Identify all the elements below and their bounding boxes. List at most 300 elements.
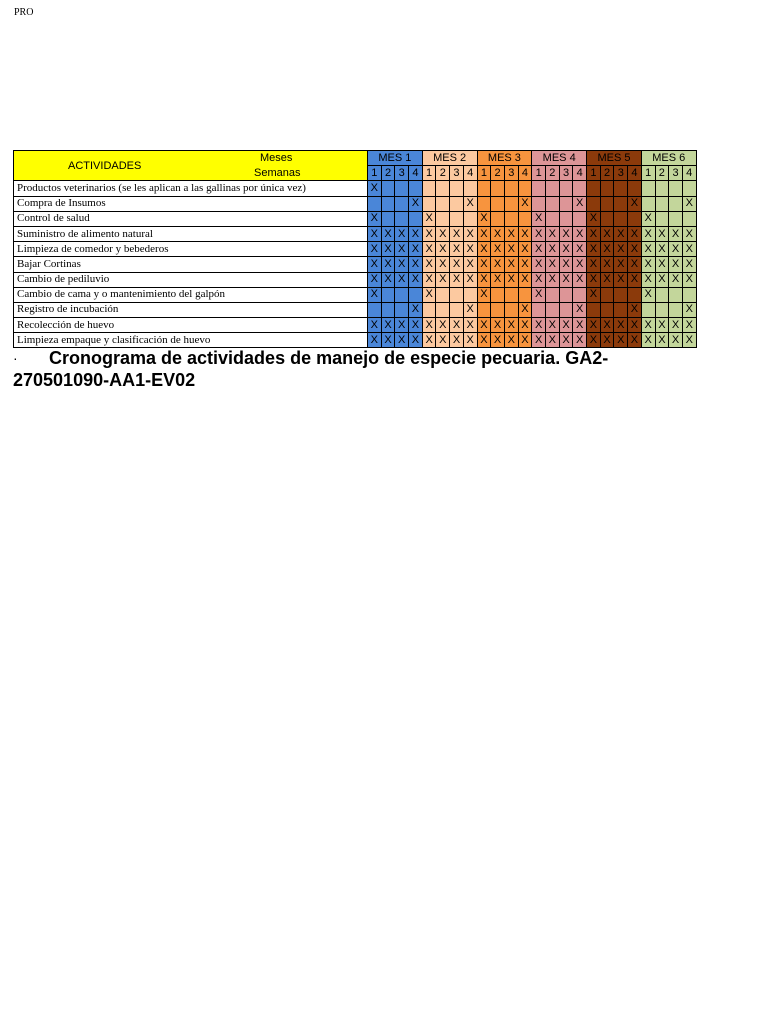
schedule-mark: X [630, 318, 639, 331]
schedule-mark: X [630, 242, 639, 255]
schedule-cell [463, 272, 477, 287]
schedule-cell [409, 272, 423, 287]
schedule-mark: X [534, 242, 543, 255]
schedule-cell [545, 242, 559, 257]
schedule-cell [422, 257, 436, 272]
schedule-cell [409, 181, 423, 196]
schedule-cell [518, 257, 532, 272]
schedule-mark: X [603, 257, 611, 270]
schedule-cell [422, 318, 436, 333]
schedule-cell [450, 181, 464, 196]
schedule-cell [436, 333, 450, 348]
schedule-cell [682, 226, 696, 241]
schedule-cell [409, 302, 423, 317]
weeks-label: Semanas [254, 166, 301, 179]
schedule-cell [614, 333, 628, 348]
schedule-mark: X [480, 333, 488, 346]
schedule-cell [614, 226, 628, 241]
schedule-cell [587, 242, 601, 257]
schedule-mark: X [576, 257, 584, 270]
schedule-cell [422, 211, 436, 226]
schedule-mark: X [398, 273, 406, 286]
schedule-mark: X [370, 318, 379, 331]
schedule-cell [450, 287, 464, 302]
schedule-mark: X [617, 257, 625, 270]
schedule-mark: X [685, 333, 693, 346]
schedule-mark: X [644, 227, 652, 240]
schedule-cell [628, 196, 642, 211]
schedule-cell [395, 242, 409, 257]
schedule-cell [463, 181, 477, 196]
schedule-cell [545, 181, 559, 196]
schedule-mark: X [534, 257, 543, 270]
activity-schedule-table [13, 150, 697, 348]
week-header-4-1: 1 [532, 166, 546, 181]
week-header-2-4: 4 [463, 166, 477, 181]
activity-name: Suministro de alimento natural [14, 226, 368, 241]
schedule-cell [655, 242, 669, 257]
schedule-cell [600, 333, 614, 348]
schedule-mark: X [671, 227, 680, 240]
schedule-mark: X [493, 242, 502, 255]
schedule-cell [491, 272, 505, 287]
schedule-mark: X [370, 181, 379, 194]
schedule-mark: X [452, 242, 461, 255]
activity-name: Cambio de cama y o mantenimiento del galpón [14, 287, 368, 302]
schedule-cell [450, 211, 464, 226]
schedule-cell [532, 287, 546, 302]
schedule-cell [614, 287, 628, 302]
schedule-cell [600, 226, 614, 241]
schedule-mark: X [685, 227, 693, 240]
schedule-mark: X [603, 227, 611, 240]
schedule-cell [436, 287, 450, 302]
activity-name: Limpieza empaque y clasificación de huevo [14, 333, 368, 348]
schedule-cell [450, 302, 464, 317]
schedule-cell [682, 257, 696, 272]
schedule-cell [573, 302, 587, 317]
schedule-mark: X [589, 212, 598, 225]
schedule-mark: X [507, 257, 515, 270]
schedule-cell [463, 257, 477, 272]
schedule-cell [532, 257, 546, 272]
week-header-3-1: 1 [477, 166, 491, 181]
schedule-cell [641, 302, 655, 317]
schedule-mark: X [630, 227, 639, 240]
schedule-mark: X [589, 288, 598, 301]
week-header-2-3: 3 [450, 166, 464, 181]
schedule-cell [545, 257, 559, 272]
schedule-mark: X [589, 273, 598, 286]
schedule-cell [614, 302, 628, 317]
schedule-mark: X [452, 257, 461, 270]
activity-name: Cambio de pediluvio [14, 272, 368, 287]
schedule-cell [573, 257, 587, 272]
schedule-cell [381, 272, 395, 287]
schedule-mark: X [439, 333, 447, 346]
week-header-3-4: 4 [518, 166, 532, 181]
schedule-mark: X [562, 273, 570, 286]
schedule-cell [682, 242, 696, 257]
schedule-mark: X [576, 242, 584, 255]
schedule-mark: X [548, 242, 556, 255]
week-header-4-3: 3 [559, 166, 573, 181]
schedule-cell [628, 226, 642, 241]
schedule-mark: X [658, 242, 666, 255]
schedule-cell [641, 242, 655, 257]
schedule-cell [614, 272, 628, 287]
schedule-cell [600, 257, 614, 272]
schedule-cell [368, 196, 382, 211]
schedule-cell [450, 196, 464, 211]
schedule-cell [545, 196, 559, 211]
schedule-cell [381, 257, 395, 272]
schedule-cell [682, 272, 696, 287]
schedule-mark: X [644, 318, 652, 331]
schedule-mark: X [521, 303, 529, 316]
schedule-mark: X [576, 303, 584, 316]
schedule-cell [559, 196, 573, 211]
schedule-mark: X [480, 212, 488, 225]
schedule-mark: X [480, 288, 488, 301]
schedule-cell [504, 287, 518, 302]
schedule-cell [504, 302, 518, 317]
schedule-cell [641, 287, 655, 302]
schedule-mark: X [398, 242, 406, 255]
schedule-mark: X [589, 227, 598, 240]
schedule-cell [641, 272, 655, 287]
schedule-mark: X [384, 257, 392, 270]
schedule-cell [532, 333, 546, 348]
caption-bullet: · [13, 350, 18, 366]
schedule-cell [573, 181, 587, 196]
schedule-cell [477, 302, 491, 317]
schedule-cell [587, 333, 601, 348]
week-header-4-4: 4 [573, 166, 587, 181]
schedule-cell [477, 181, 491, 196]
schedule-cell [655, 272, 669, 287]
schedule-cell [628, 257, 642, 272]
schedule-mark: X [562, 242, 570, 255]
schedule-cell [518, 181, 532, 196]
schedule-cell [682, 287, 696, 302]
schedule-cell [491, 181, 505, 196]
schedule-mark: X [658, 318, 666, 331]
week-header-6-4: 4 [682, 166, 696, 181]
schedule-cell [545, 333, 559, 348]
schedule-cell [491, 211, 505, 226]
schedule-cell [669, 257, 683, 272]
week-header-6-3: 3 [669, 166, 683, 181]
schedule-cell [587, 302, 601, 317]
schedule-cell [641, 196, 655, 211]
schedule-cell [628, 318, 642, 333]
schedule-cell [368, 242, 382, 257]
schedule-mark: X [411, 242, 420, 255]
week-header-1-3: 3 [395, 166, 409, 181]
schedule-cell [628, 333, 642, 348]
schedule-mark: X [685, 257, 693, 270]
schedule-mark: X [589, 242, 598, 255]
schedule-cell [395, 257, 409, 272]
table-row [14, 302, 697, 317]
schedule-cell [381, 318, 395, 333]
schedule-cell [518, 287, 532, 302]
schedule-cell [504, 318, 518, 333]
schedule-mark: X [411, 227, 420, 240]
schedule-cell [477, 196, 491, 211]
activity-name: Control de salud [14, 211, 368, 226]
schedule-cell [559, 318, 573, 333]
schedule-cell [628, 211, 642, 226]
schedule-cell [368, 287, 382, 302]
schedule-cell [655, 257, 669, 272]
schedule-mark: X [384, 333, 392, 346]
schedule-cell [655, 287, 669, 302]
schedule-cell [463, 211, 477, 226]
schedule-mark: X [534, 288, 543, 301]
schedule-cell [628, 287, 642, 302]
schedule-mark: X [521, 273, 529, 286]
schedule-mark: X [630, 273, 639, 286]
schedule-cell [682, 181, 696, 196]
schedule-mark: X [521, 318, 529, 331]
schedule-mark: X [685, 197, 693, 210]
week-header-3-2: 2 [491, 166, 505, 181]
schedule-cell [600, 287, 614, 302]
schedule-cell [477, 333, 491, 348]
schedule-mark: X [644, 212, 652, 225]
schedule-mark: X [576, 227, 584, 240]
schedule-cell [422, 181, 436, 196]
schedule-mark: X [480, 227, 488, 240]
schedule-mark: X [534, 333, 543, 346]
schedule-mark: X [685, 303, 693, 316]
schedule-mark: X [617, 273, 625, 286]
months-label: Meses [260, 151, 293, 164]
schedule-mark: X [562, 227, 570, 240]
month-header-6: MES 6 [641, 151, 696, 166]
schedule-cell [436, 318, 450, 333]
schedule-cell [559, 302, 573, 317]
schedule-mark: X [425, 257, 433, 270]
schedule-cell [504, 257, 518, 272]
week-header-1-4: 4 [409, 166, 423, 181]
schedule-cell [504, 211, 518, 226]
schedule-mark: X [576, 197, 584, 210]
schedule-cell [532, 211, 546, 226]
schedule-cell [641, 226, 655, 241]
schedule-mark: X [493, 333, 502, 346]
schedule-cell [641, 318, 655, 333]
schedule-mark: X [411, 273, 420, 286]
schedule-cell [463, 287, 477, 302]
schedule-mark: X [507, 227, 515, 240]
schedule-cell [436, 181, 450, 196]
schedule-cell [614, 242, 628, 257]
schedule-mark: X [466, 242, 474, 255]
schedule-mark: X [466, 273, 474, 286]
schedule-cell [409, 257, 423, 272]
schedule-mark: X [370, 333, 379, 346]
schedule-mark: X [466, 257, 474, 270]
schedule-mark: X [617, 318, 625, 331]
schedule-cell [532, 181, 546, 196]
schedule-mark: X [466, 333, 474, 346]
schedule-mark: X [425, 318, 433, 331]
schedule-cell [436, 257, 450, 272]
schedule-cell [573, 318, 587, 333]
schedule-cell [573, 272, 587, 287]
schedule-mark: X [644, 242, 652, 255]
schedule-cell [422, 333, 436, 348]
schedule-cell [368, 181, 382, 196]
schedule-mark: X [562, 257, 570, 270]
schedule-cell [628, 242, 642, 257]
schedule-cell [587, 318, 601, 333]
schedule-mark: X [480, 257, 488, 270]
schedule-cell [641, 257, 655, 272]
schedule-mark: X [548, 318, 556, 331]
week-header-5-3: 3 [614, 166, 628, 181]
schedule-cell [559, 242, 573, 257]
activities-column-label: ACTIVIDADES [68, 159, 142, 172]
schedule-cell [518, 333, 532, 348]
schedule-mark: X [548, 257, 556, 270]
schedule-mark: X [384, 318, 392, 331]
month-header-3: MES 3 [477, 151, 532, 166]
schedule-cell [504, 242, 518, 257]
schedule-cell [409, 333, 423, 348]
schedule-mark: X [398, 318, 406, 331]
schedule-cell [409, 318, 423, 333]
schedule-cell [641, 181, 655, 196]
schedule-cell [395, 272, 409, 287]
schedule-cell [409, 242, 423, 257]
schedule-mark: X [466, 318, 474, 331]
schedule-mark: X [521, 197, 529, 210]
schedule-cell [463, 196, 477, 211]
schedule-cell [450, 333, 464, 348]
schedule-cell [518, 226, 532, 241]
schedule-cell [682, 333, 696, 348]
schedule-cell [559, 287, 573, 302]
schedule-cell [573, 226, 587, 241]
caption-text: Cronograma de actividades de manejo de especie pecuaria. GA2-270501090-AA1-EV02 [13, 348, 609, 390]
schedule-cell [395, 196, 409, 211]
schedule-cell [614, 257, 628, 272]
schedule-cell [450, 257, 464, 272]
schedule-cell [655, 226, 669, 241]
schedule-mark: X [439, 318, 447, 331]
schedule-cell [395, 333, 409, 348]
schedule-mark: X [507, 273, 515, 286]
schedule-cell [381, 287, 395, 302]
schedule-cell [477, 287, 491, 302]
week-header-6-2: 2 [655, 166, 669, 181]
schedule-cell [669, 226, 683, 241]
schedule-mark: X [452, 333, 461, 346]
schedule-cell [504, 272, 518, 287]
schedule-cell [491, 196, 505, 211]
schedule-cell [532, 242, 546, 257]
schedule-mark: X [521, 333, 529, 346]
schedule-cell [559, 257, 573, 272]
week-header-1-2: 2 [381, 166, 395, 181]
schedule-mark: X [370, 257, 379, 270]
schedule-mark: X [425, 227, 433, 240]
schedule-cell [477, 257, 491, 272]
schedule-mark: X [370, 212, 379, 225]
month-header-1: MES 1 [368, 151, 423, 166]
schedule-cell [545, 226, 559, 241]
table-row [14, 287, 697, 302]
schedule-cell [436, 196, 450, 211]
schedule-cell [368, 333, 382, 348]
schedule-cell [381, 242, 395, 257]
schedule-cell [600, 272, 614, 287]
schedule-cell [532, 318, 546, 333]
schedule-mark: X [507, 318, 515, 331]
schedule-cell [628, 302, 642, 317]
schedule-cell [641, 333, 655, 348]
schedule-mark: X [425, 212, 433, 225]
schedule-cell [614, 211, 628, 226]
schedule-cell [463, 302, 477, 317]
schedule-mark: X [370, 288, 379, 301]
schedule-mark: X [507, 242, 515, 255]
schedule-mark: X [644, 273, 652, 286]
week-header-4-2: 2 [545, 166, 559, 181]
schedule-cell [381, 211, 395, 226]
schedule-mark: X [370, 242, 379, 255]
schedule-mark: X [630, 333, 639, 346]
schedule-mark: X [534, 212, 543, 225]
week-header-5-2: 2 [600, 166, 614, 181]
schedule-cell [395, 181, 409, 196]
table-row [14, 242, 697, 257]
schedule-mark: X [644, 257, 652, 270]
schedule-cell [655, 318, 669, 333]
schedule-cell [381, 196, 395, 211]
week-header-6-1: 1 [641, 166, 655, 181]
schedule-cell [587, 196, 601, 211]
schedule-cell [682, 211, 696, 226]
schedule-mark: X [603, 318, 611, 331]
schedule-cell [491, 318, 505, 333]
schedule-mark: X [548, 227, 556, 240]
schedule-cell [573, 211, 587, 226]
schedule-cell [628, 181, 642, 196]
schedule-cell [532, 196, 546, 211]
schedule-mark: X [425, 288, 433, 301]
schedule-cell [669, 181, 683, 196]
month-header-row [14, 151, 697, 166]
schedule-cell [368, 318, 382, 333]
page-header-text: PRO [14, 7, 34, 18]
schedule-mark: X [671, 257, 680, 270]
schedule-mark: X [630, 197, 639, 210]
schedule-cell [491, 333, 505, 348]
schedule-mark: X [480, 273, 488, 286]
schedule-mark: X [658, 227, 666, 240]
schedule-mark: X [658, 333, 666, 346]
schedule-cell [491, 302, 505, 317]
schedule-mark: X [534, 273, 543, 286]
schedule-cell [600, 211, 614, 226]
schedule-mark: X [658, 257, 666, 270]
schedule-mark: X [452, 273, 461, 286]
